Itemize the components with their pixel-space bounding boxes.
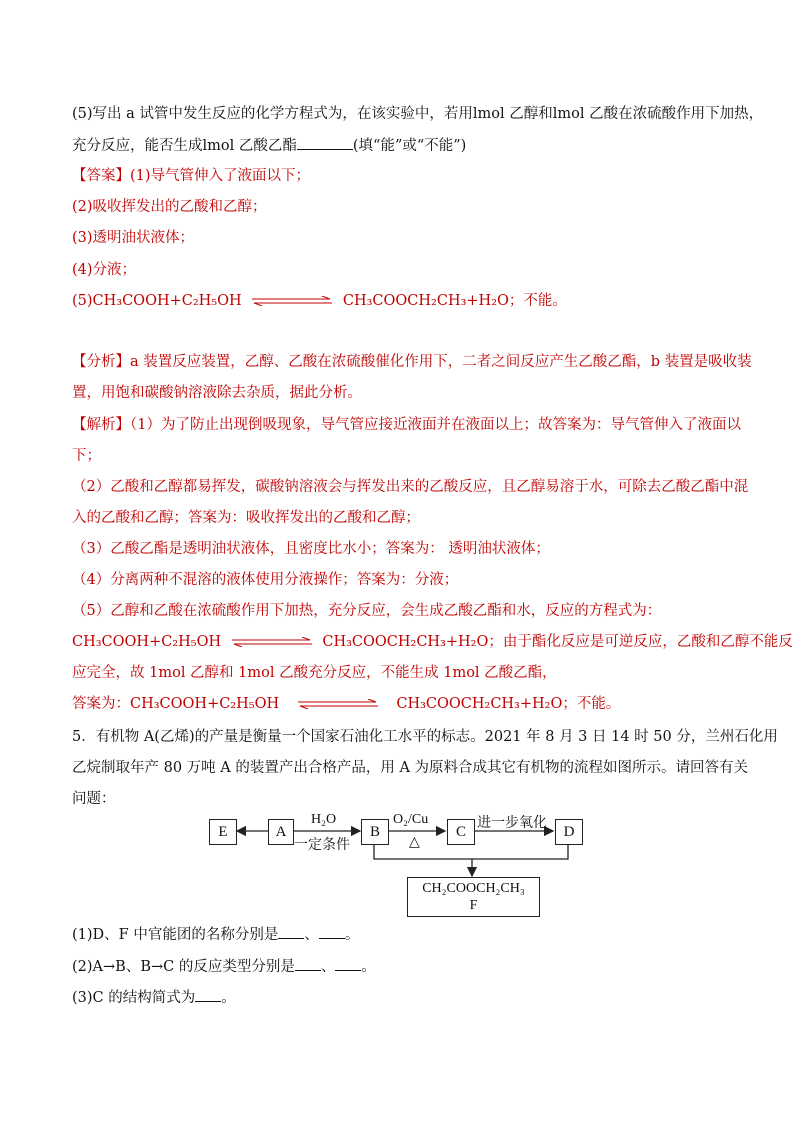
analysis-line2: 置，用饱和碳酸钠溶液除去杂质，据此分析。 [72,385,362,401]
answer-5-products: CH₃COOCH₂CH₃+H₂O；不能。 [342,293,567,309]
cond-catalyst: 一定条件 [294,837,350,853]
solution-5c: 应完全，故 1mol 乙醇和 1mol 乙酸充分反应，不能生成 1mol 乙酸乙酯， [72,665,557,681]
question-1-sep: 、 [304,927,319,943]
solution-2b: 入的乙酸和乙醇；答案为：吸收挥发出的乙酸和乙醇； [72,510,420,526]
node-d: D [555,819,583,845]
question-3-text: (3)C 的结构简式为 [72,990,196,1006]
answer-blank [295,956,321,971]
solution-1b: 下； [72,448,101,464]
question-2-end: 。 [361,959,376,975]
solution-1a: （1）为了防止出现倒吸现象，导气管应接近液面并在液面以上；故答案为：导气管伸入了液面以 [130,417,741,433]
answer-blank [319,924,345,939]
node-e: E [209,819,237,845]
answer-blank [195,987,221,1002]
solution-5d-reactants: 答案为：CH₃COOH+C₂H₅OH [72,696,280,712]
question-2 [72,956,376,977]
node-f-label: F [469,898,478,913]
node-a: A [268,819,294,845]
cond-further-oxidation: 进一步氧化 [477,815,547,831]
question-1-text: (1)D、F 中官能团的名称分别是 [72,927,279,943]
cond-o2-cu: O₂/Cu [393,812,429,827]
q5-prev-line1: (5)写出 a 试管中发生反应的化学方程式为，在该实验中，若用lmol 乙醇和lmol 乙酸在浓硫酸作用下加热， [72,106,764,122]
solution-5b-products: CH₃COOCH₂CH₃+H₂O；由于酯化反应是可逆反应，乙酸和乙醇不能反 [322,634,793,650]
solution-5a: （5）乙醇和乙酸在浓硫酸作用下加热，充分反应，会生成乙酸乙酯和水，反应的方程式为： [72,603,662,619]
answer-blank [335,956,361,971]
solution-tag: 【解析】 [72,417,130,433]
node-c: C [447,819,475,845]
question-1 [72,924,359,945]
analysis-text-1: a 装置反应装置，乙醇、乙酸在浓硫酸催化作用下，二者之间反应产生乙酸乙酯，b 装置是吸收装 [130,354,752,370]
question-2-text: (2)A→B、B→C 的反应类型分别是 [72,959,295,975]
q5-line3: 问题： [72,791,116,807]
answer-blank [278,924,304,939]
node-b: B [361,819,389,845]
answer-5-reactants: (5)CH₃COOH+C₂H₅OH [72,293,242,309]
solution-5b-reactants: CH₃COOH+C₂H₅OH [72,634,222,650]
answer-4: (4)分液； [72,262,137,278]
answer-2: (2)吸收挥发出的乙酸和乙醇； [72,199,267,215]
solution-5d-products: CH₃COOCH₂CH₃+H₂O；不能。 [396,696,621,712]
answer-3: (3)透明油状液体； [72,230,195,246]
question-1-end: 。 [344,927,360,943]
answer-tag: 【答案】 [72,168,130,184]
question-3-end: 。 [221,990,236,1006]
q5-prev-hint: (填“能”或“不能”) [352,138,467,154]
solution-3: （3）乙酸乙酯是透明油状液体，且密度比水小；答案为： 透明油状液体； [72,541,550,557]
node-f-formula: CH₂COOCH₂CH₃ [422,881,525,896]
solution-2a: （2）乙酸和乙醇都易挥发，碳酸钠溶液会与挥发出来的乙酸反应，且乙醇易溶于水，可除去乙酸乙酯中混 [72,479,749,495]
q5-prev-text: 充分反应，能否生成lmol 乙酸乙酯 [72,138,297,154]
solution-4: （4）分离两种不混溶的液体使用分液操作；答案为：分液； [72,572,459,588]
answer-1: (1)导气管伸入了液面以下； [130,168,311,184]
question-3 [72,987,236,1008]
q5-line2: 乙烷制取年产 80 万吨 A 的装置产出合格产品，用 A 为原料合成其它有机物的流程如图所示。请回答有关 [72,760,749,776]
cond-h2o: H₂O [311,812,337,827]
question-2-sep: 、 [320,959,336,975]
node-f [407,877,540,917]
analysis-tag: 【分析】 [72,354,130,370]
cond-heat: △ [409,834,420,850]
q5-line1: 5．有机物 A(乙烯)的产量是衡量一个国家石油化工水平的标志。2021 年 8 月 3 日 14 时 50 分，兰州石化用 [72,729,778,745]
